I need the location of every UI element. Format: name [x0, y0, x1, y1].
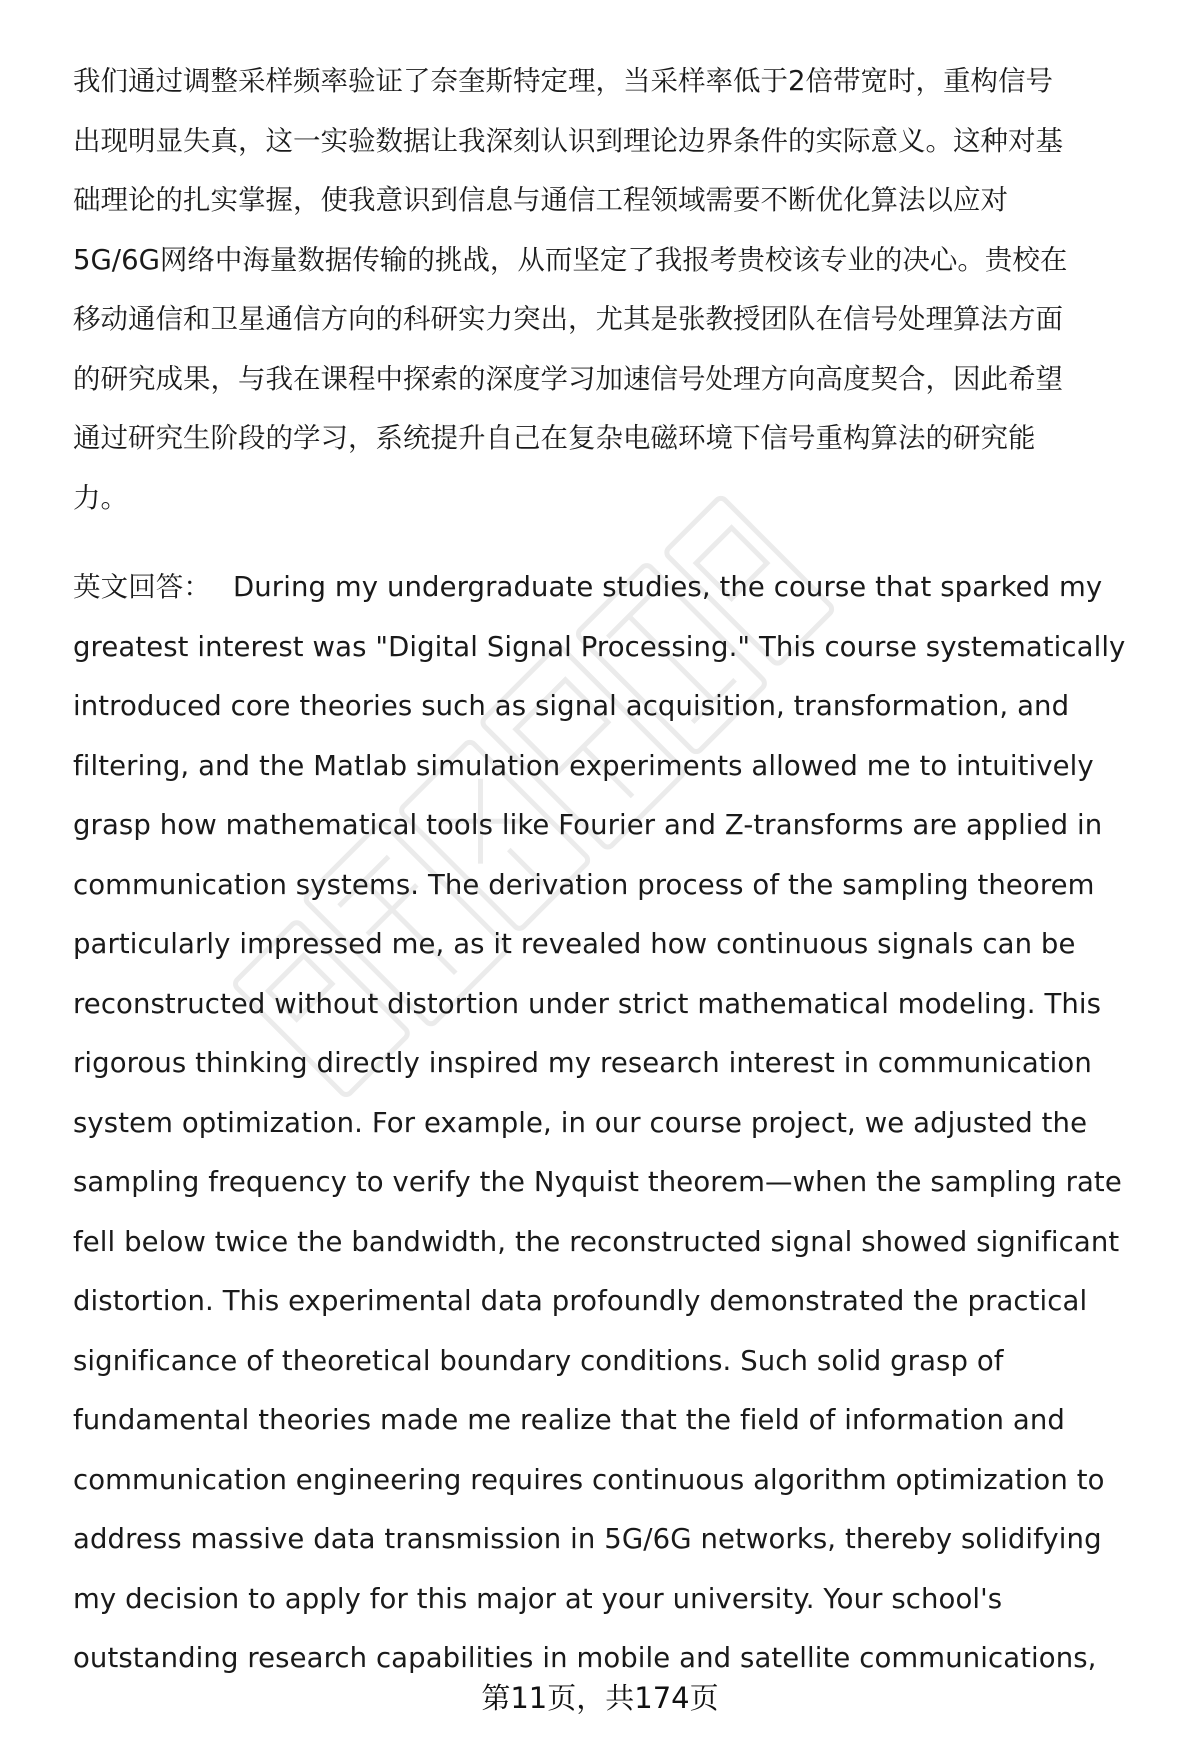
text-line: greatest interest was "Digital Signal Processing." This course systematically: [73, 630, 1126, 663]
text-line: particularly impressed me, as it revealed how continuous signals can be: [73, 928, 1076, 960]
document-body: [73, 52, 1153, 1689]
text-line: 的研究成果，与我在课程中探索的深度学习加速信号处理方向高度契合，因此希望: [73, 362, 1063, 395]
text-line: 通过研究生阶段的学习，系统提升自己在复杂电磁环境下信号重构算法的研究能: [73, 422, 1036, 454]
text-line: communication engineering requires continuous algorithm optimization to: [73, 1463, 1105, 1496]
text-line: 5G/6G网络中海量数据传输的挑战，从而坚定了我报考贵校该专业的决心。贵校在: [73, 243, 1068, 276]
text-line: 出现明显失真，这一实验数据让我深刻认识到理论边界条件的实际意义。这种对基: [73, 124, 1063, 157]
text-line: rigorous thinking directly inspired my research interest in communication: [73, 1047, 1092, 1079]
page-number-footer: 第11页，共174页: [481, 1681, 719, 1715]
text-line: grasp how mathematical tools like Fourier and Z-transforms are applied in: [73, 809, 1103, 841]
text-line: 移动通信和卫星通信方向的科研实力突出，尤其是张教授团队在信号处理算法方面: [73, 303, 1063, 335]
text-line: 础理论的扎实掌握，使我意识到信息与通信工程领域需要不断优化算法以应对: [73, 184, 1008, 216]
text-line: introduced core theories such as signal acquisition, transformation, and: [73, 690, 1070, 722]
text-line: outstanding research capabilities in mobile and satellite communications,: [73, 1642, 1097, 1674]
text-line: 我们通过调整采样频率验证了奈奎斯特定理，当采样率低于2倍带宽时，重构信号: [73, 65, 1053, 97]
paragraph-gap: [73, 528, 1153, 558]
text-line-content: During my undergraduate studies, the course that sparked my: [233, 571, 1103, 603]
text-line: sampling frequency to verify the Nyquist theorem—when the sampling rate: [73, 1166, 1122, 1198]
text-line: reconstructed without distortion under strict mathematical modeling. This: [73, 987, 1102, 1020]
text-line: fell below twice the bandwidth, the reconstructed signal showed significant: [73, 1225, 1120, 1258]
text-line: filtering, and the Matlab simulation experiments allowed me to intuitively: [73, 749, 1094, 782]
text-line: significance of theoretical boundary conditions. Such solid grasp of: [73, 1344, 1004, 1377]
text-line: address massive data transmission in 5G/6G networks, thereby solidifying: [73, 1523, 1102, 1555]
text-line: communication systems. The derivation process of the sampling theorem: [73, 868, 1095, 901]
paragraph-english: [73, 558, 1153, 1689]
text-line: 力。: [73, 481, 128, 514]
answer-label: 英文回答：: [73, 571, 211, 603]
text-line: fundamental theories made me realize that the field of information and: [73, 1404, 1065, 1436]
paragraph-chinese: [73, 52, 1153, 528]
text-line: my decision to apply for this major at your university. Your school's: [73, 1582, 1003, 1615]
text-line: distortion. This experimental data profoundly demonstrated the practical: [73, 1285, 1088, 1317]
text-line: [73, 558, 1153, 618]
text-line: system optimization. For example, in our course project, we adjusted the: [73, 1106, 1088, 1139]
